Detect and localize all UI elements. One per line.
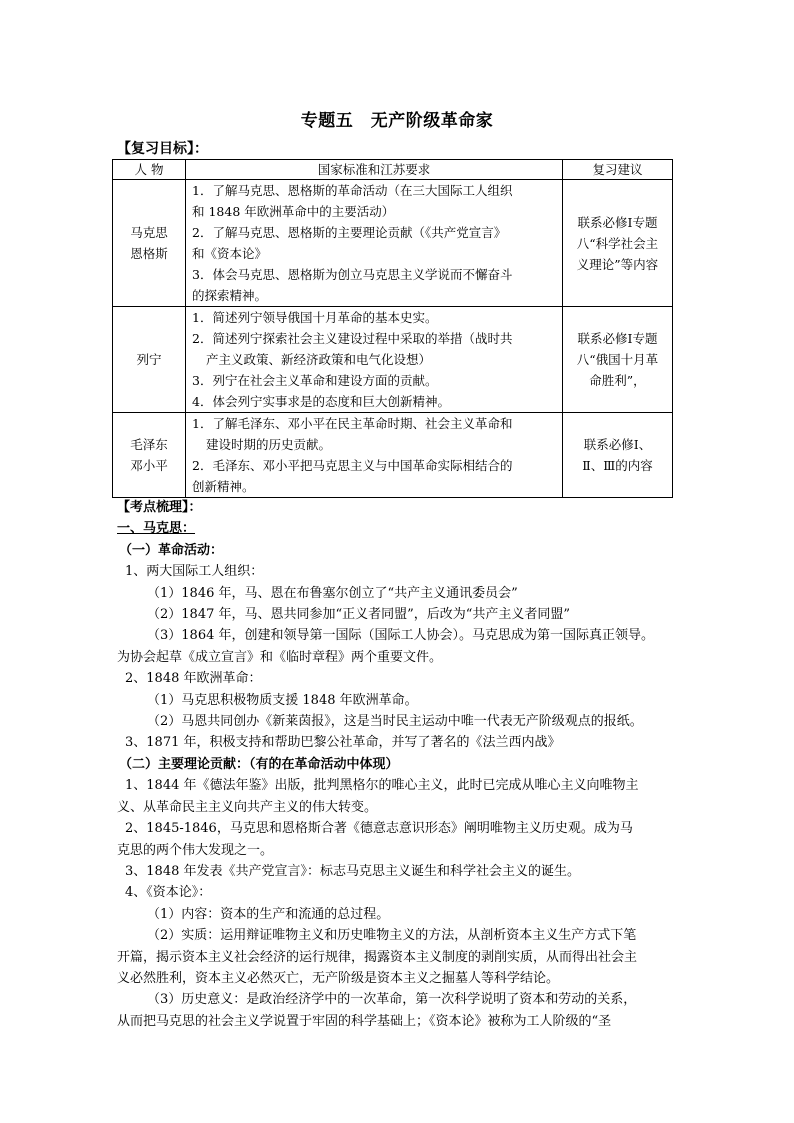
list-item: 义必然胜利，资本主义必然灭亡，无产阶级是资本主义之掘墓人等科学结论。 [117, 970, 560, 986]
advice-line: Ⅱ、Ⅲ的内容 [582, 458, 653, 473]
list-item: （2）1847 年，马、恩共同参加“正义者同盟”，后改为“共产主义者同盟” [147, 607, 571, 623]
advice-cell [563, 307, 673, 413]
requirement-line: 1．简述列宁领导俄国十月革命的基本史实。 [192, 310, 438, 325]
header-advice: 复习建议 [563, 160, 673, 180]
requirement-line: 1．了解马克思、恩格斯的革命活动（在三大国际工人组织 [192, 183, 513, 198]
advice-line: 联系必修Ⅰ、 [583, 437, 652, 452]
review-goals-heading: 【复习目标】： [117, 141, 208, 157]
requirement-line: 1．了解毛泽东、邓小平在民主革命时期、社会主义革命和 [192, 416, 513, 431]
table-header-row [113, 160, 673, 180]
list-item: 开篇，揭示资本主义社会经济的运行规律，揭露资本主义制度的剥削实质，从而得出社会主 [117, 949, 638, 965]
list-item: 4、《资本论》： [125, 885, 212, 901]
requirement-line: 3．列宁在社会主义革命和建设方面的贡献。 [192, 373, 438, 388]
person-name: 邓小平 [130, 458, 168, 473]
list-item: 3、1871 年，积极支持和帮助巴黎公社革命，并写了著名的《法兰西内战》 [125, 735, 561, 751]
requirements-cell [186, 307, 563, 413]
page-title: 专题五 无产阶级革命家 [300, 111, 494, 131]
requirement-line: 4．体会列宁实事求是的态度和巨大创新精神。 [192, 394, 450, 409]
list-item: 为协会起草《成立宣言》和《临时章程》两个重要文件。 [117, 649, 443, 665]
person-name: 毛泽东 [130, 437, 168, 452]
advice-line: 八“俄国十月革 [576, 352, 659, 367]
list-item: （1）内容：资本的生产和流通的总过程。 [147, 906, 390, 922]
exam-points-body [117, 497, 677, 1032]
requirement-line: 和 1848 年欧洲革命中的主要活动） [192, 204, 395, 219]
review-goals-table [112, 159, 673, 498]
table-row [113, 413, 673, 498]
list-item: （2）马恩共同创办《新莱茵报》，这是当时民主运动中唯一代表无产阶级观点的报纸。 [147, 714, 643, 730]
list-item: 从而把马克思的社会主义学说置于牢固的科学基础上；《资本论》被称为工人阶级的“圣 [117, 1013, 612, 1029]
requirement-line: 建设时期的历史贡献。 [206, 437, 332, 452]
advice-cell [563, 413, 673, 498]
table-row [113, 307, 673, 413]
list-item: 1、1844 年《德法年鉴》出版，批判黑格尔的唯心主义，此时已完成从唯心主义向唯物主 [125, 778, 639, 794]
subsection-revolutionary-activities: （一）革命活动： [119, 542, 224, 558]
requirement-line: 产主义政策、新经济政策和电气化设想） [206, 352, 432, 367]
requirements-cell [186, 413, 563, 498]
header-requirements: 国家标准和江苏要求 [186, 160, 563, 180]
list-item: 3、1848 年发表《共产党宣言》：标志马克思主义诞生和科学社会主义的诞生。 [125, 863, 580, 879]
requirement-line: 创新精神。 [192, 479, 255, 494]
person-name: 马克思 [130, 225, 168, 240]
exam-points-heading: 【考点梳理】： [117, 500, 202, 515]
person-name: 恩格斯 [130, 246, 168, 261]
list-item: 义、从革命民主主义向共产主义的伟大转变。 [117, 799, 378, 815]
list-item: 1、两大国际工人组织： [125, 564, 264, 580]
advice-line: 联系必修Ⅰ专题 [577, 214, 658, 230]
person-name: 列宁 [136, 352, 162, 367]
list-item: （1）马克思积极物质支援 1848 年欧洲革命。 [147, 692, 418, 708]
list-item: （2）实质：运用辩证唯物主义和历史唯物主义的方法，从剖析资本主义生产方式下笔 [147, 928, 637, 944]
list-item: （3）1864 年，创建和领导第一国际（国际工人协会）。马克思成为第一国际真正领导。 [147, 628, 654, 644]
advice-cell [563, 180, 673, 307]
advice-line: 义理论”等内容 [576, 256, 659, 272]
list-item: 2、1848 年欧洲革命： [125, 671, 262, 687]
list-item: 2、1845-1846，马克思和恩格斯合著《德意志意识形态》阐明唯物主义历史观。成为马 [125, 821, 633, 837]
person-cell [113, 307, 186, 413]
table-row [113, 180, 673, 307]
requirements-cell [186, 180, 563, 307]
list-item: （3）历史意义：是政治经济学中的一次革命，第一次科学说明了资本和劳动的关系， [147, 992, 637, 1008]
list-item: （1）1846 年，马、恩在布鲁塞尔创立了“共产主义通讯委员会” [147, 585, 518, 601]
person-cell [113, 180, 186, 307]
section-marx-heading: 一、马克思： [117, 521, 196, 537]
subsection-theory: （二）主要理论贡献：（有的在革命活动中体现） [119, 756, 399, 772]
header-person: 人 物 [113, 160, 186, 180]
requirement-line: 2．毛泽东、邓小平把马克思主义与中国革命实际相结合的 [192, 458, 513, 473]
advice-line: 八“科学社会主 [576, 235, 659, 251]
person-cell [113, 413, 186, 498]
requirement-line: 和《资本论》 [192, 246, 268, 261]
advice-line: 命胜利”， [589, 373, 646, 388]
requirement-line: 3．体会马克思、恩格斯为创立马克思主义学说而不懈奋斗 [192, 267, 513, 282]
requirement-line: 2．了解马克思、恩格斯的主要理论贡献（《共产党宣言》 [192, 225, 507, 240]
requirement-line: 的探索精神。 [192, 288, 268, 303]
advice-line: 联系必修Ⅰ专题 [577, 331, 658, 346]
requirement-line: 2．简述列宁探索社会主义建设过程中采取的举措（战时共 [192, 331, 513, 346]
list-item: 克思的两个伟大发现之一。 [117, 842, 274, 858]
